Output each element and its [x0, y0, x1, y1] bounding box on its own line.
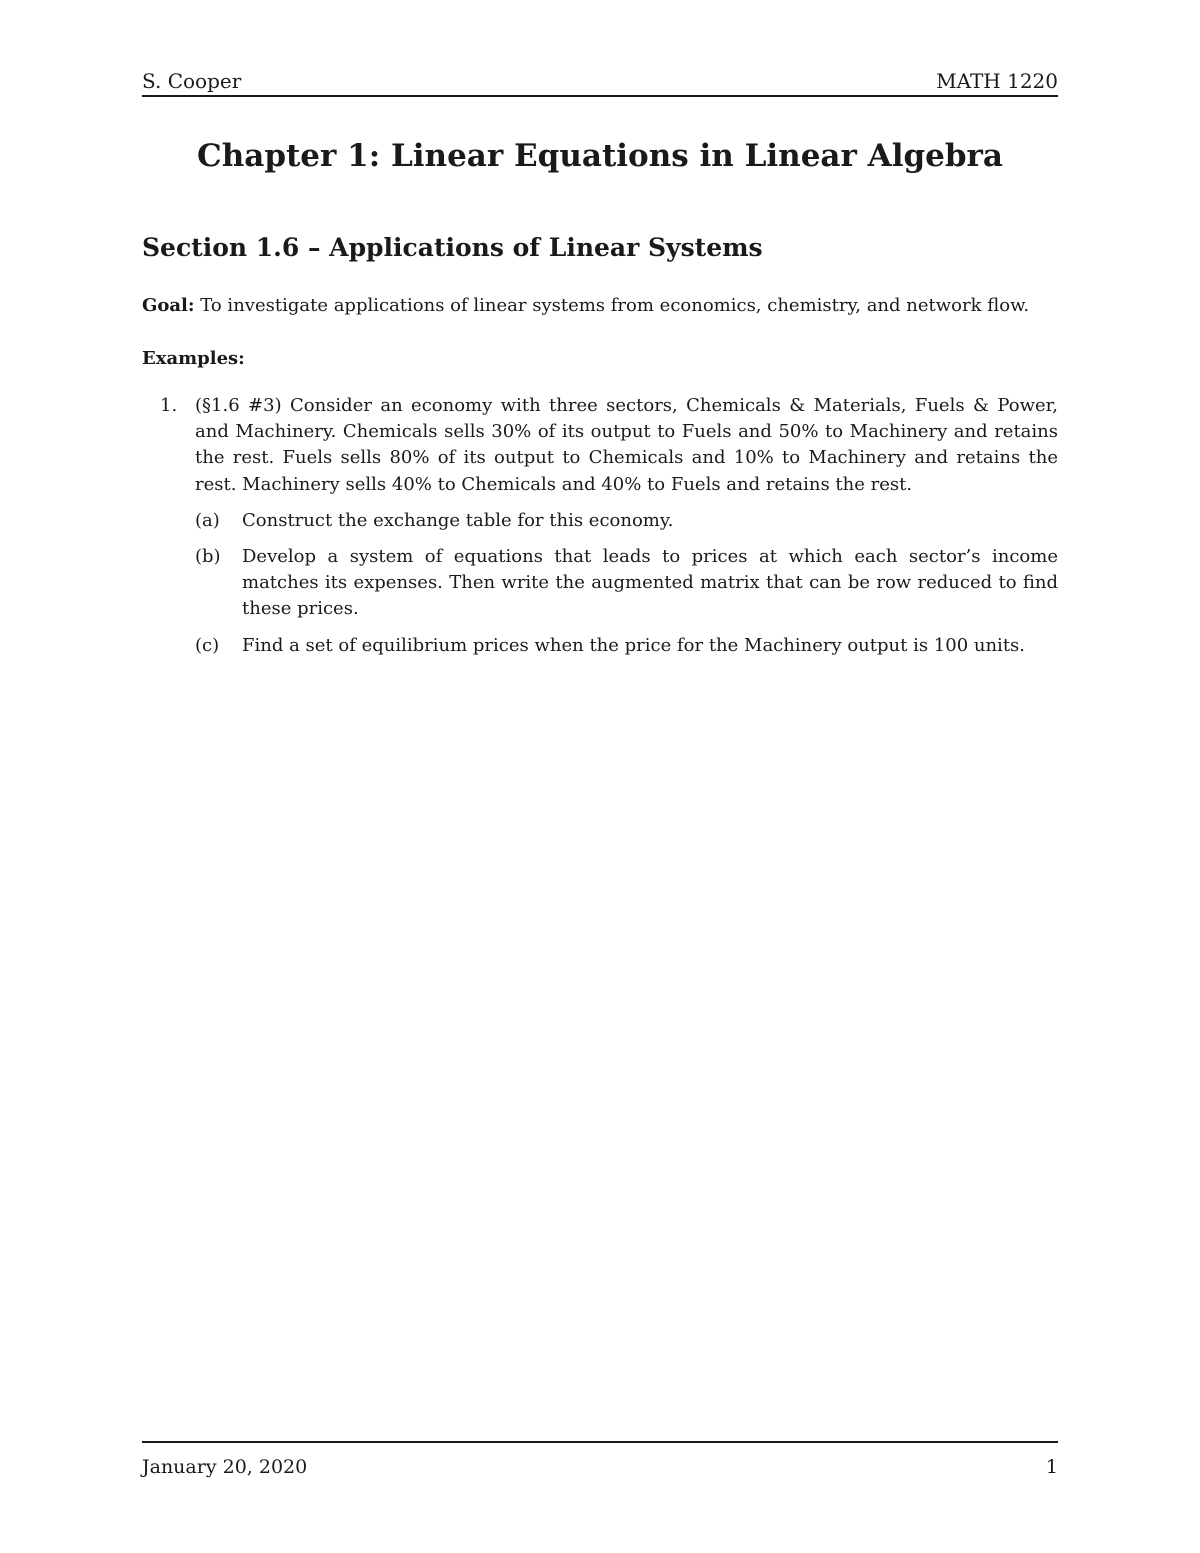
- subpart-label: (a): [195, 509, 220, 531]
- subpart-a: [195, 508, 1058, 534]
- subpart-label: (b): [195, 546, 221, 568]
- problem-1: [160, 393, 1058, 669]
- chapter-title: Chapter 1: Linear Equations in Linear Algebra: [197, 138, 1003, 174]
- header-author: S. Cooper: [142, 69, 242, 93]
- problem-subparts: [195, 508, 1058, 659]
- section-title: Section 1.6 – Applications of Linear Systems: [142, 233, 763, 262]
- problem-number: 1.: [160, 395, 178, 416]
- subpart-c: [195, 633, 1058, 659]
- subpart-label: (c): [195, 634, 220, 656]
- header-rule: [142, 95, 1058, 97]
- examples-label: Examples:: [142, 348, 245, 369]
- header-course: MATH 1220: [936, 69, 1058, 93]
- subpart-text: Develop a system of equations that leads to prices at which each sector’s income matches its expenses. Then write the augmented matrix that can be row reduced to find these prices.: [242, 546, 1058, 620]
- footer-date: January 20, 2020: [142, 1456, 308, 1478]
- page-footer: [142, 1454, 1058, 1480]
- goal-text: To investigate applications of linear systems from economics, chemistry, and network flow.: [200, 295, 1030, 316]
- subpart-b: [195, 544, 1058, 623]
- footer-rule: [142, 1441, 1058, 1443]
- goal-statement: [142, 293, 1072, 319]
- page-header: [142, 68, 1058, 94]
- goal-label: Goal:: [142, 295, 195, 316]
- subpart-text: Find a set of equilibrium prices when the price for the Machinery output is 100 units.: [242, 634, 1026, 656]
- subpart-text: Construct the exchange table for this economy.: [242, 509, 674, 531]
- page-number: 1: [1045, 1456, 1058, 1478]
- problem-text: (§1.6 #3) Consider an economy with three sectors, Chemicals & Materials, Fuels & Power, and Machinery. Chemicals sells 30% of its output to Fuels and 50% to Machinery and retains the rest. Fuels sells 80% of its output to Chemicals and 10% to Machinery and retains the rest. Machinery sells 40% to Chemicals and 40% to Fuels and retains the rest.: [195, 395, 1058, 495]
